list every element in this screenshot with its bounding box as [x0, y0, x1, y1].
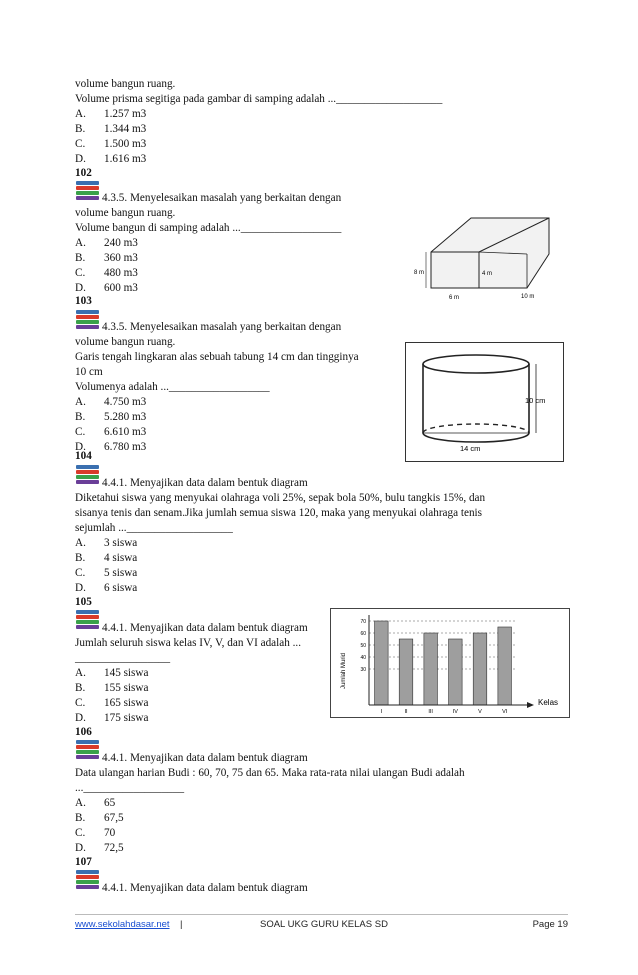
- chart-bar-I: [375, 621, 389, 705]
- q107-topic: 4.4.1. Menyajikan data dalam bentuk diagram: [102, 882, 308, 894]
- chart-xticks: [381, 709, 508, 715]
- chart-xtick-label: III: [428, 709, 433, 715]
- q103-text-line4: 10 cm: [75, 366, 103, 378]
- chart-grid: [369, 621, 517, 669]
- chart-ytick-label: 30: [360, 667, 366, 673]
- chart-ytick-label: 50: [360, 643, 366, 649]
- q104-number: 104: [75, 450, 92, 462]
- chart-x-arrow: [527, 702, 534, 708]
- q103-topic: 4.3.5. Menyelesaikan masalah yang berkaitan dengan: [102, 321, 342, 333]
- prism-label-w: 6 m: [449, 295, 460, 301]
- prism-label-h2: 4 m: [482, 271, 493, 277]
- book-icon: [76, 870, 99, 890]
- chart-xtick-label: II: [404, 709, 408, 715]
- q103-text-line2: volume bangun ruang.: [75, 336, 176, 348]
- q102-number: 102: [75, 167, 92, 179]
- q106-text-line2: Data ulangan harian Budi : 60, 70, 75 dan 65. Maka rata-rata nilai ulangan Budi adalah: [75, 767, 465, 779]
- footer-link[interactable]: www.sekolahdasar.net: [75, 919, 170, 930]
- q105-topic: 4.4.1. Menyajikan data dalam bentuk diagram: [102, 622, 308, 634]
- chart-bar-V: [473, 633, 487, 705]
- chart-bar-II: [399, 639, 413, 705]
- q105-number: 105: [75, 596, 92, 608]
- cylinder-label-diameter: 14 cm: [460, 444, 481, 453]
- chart-bars: [375, 621, 512, 705]
- chart-xlabel: Kelas: [538, 698, 559, 707]
- q102-text-line3: Volume bangun di samping adalah ...__________________: [75, 222, 342, 234]
- cylinder-label-height: 10 cm: [525, 396, 546, 405]
- footer-page-number: Page 19: [532, 919, 568, 930]
- q104-text-line4: sejumlah ...___________________: [75, 522, 233, 534]
- q106-number: 106: [75, 726, 92, 738]
- q103-number: 103: [75, 295, 92, 307]
- book-icon: [76, 310, 99, 330]
- chart-ytick-label: 60: [360, 631, 366, 637]
- chart-ytick-label: 70: [360, 619, 366, 625]
- q105-text-line2: Jumlah seluruh siswa kelas IV, V, dan VI adalah ...: [75, 637, 301, 649]
- q103-text-line5: Volumenya adalah ...__________________: [75, 381, 270, 393]
- chart-xtick-label: I: [380, 709, 383, 715]
- q106-text-line3: ...__________________: [75, 782, 185, 794]
- page-footer: [75, 914, 568, 930]
- prism-figure: [409, 208, 559, 304]
- chart-xtick-label: V: [478, 709, 482, 715]
- q104-text-line2: Diketahui siswa yang menyukai olahraga voli 25%, sepak bola 50%, bulu tangkis 15%, dan: [75, 492, 486, 504]
- q102-topic: 4.3.5. Menyelesaikan masalah yang berkaitan dengan: [102, 192, 342, 204]
- q106-topic: 4.4.1. Menyajikan data dalam bentuk diagram: [102, 752, 308, 764]
- q104-topic: 4.4.1. Menyajikan data dalam bentuk diagram: [102, 477, 308, 489]
- chart-ylabel: Jumlah Murid: [341, 652, 347, 690]
- chart-xtick-label: VI: [502, 709, 508, 715]
- q105-text-line3: _________________: [75, 652, 171, 664]
- q107-number: 107: [75, 856, 92, 868]
- footer-title: SOAL UKG GURU KELAS SD: [260, 919, 388, 930]
- prism-label-d: 10 m: [521, 294, 535, 300]
- chart-bar-III: [424, 633, 438, 705]
- q101-text-line1: volume bangun ruang.: [75, 78, 176, 90]
- prism-label-h1: 8 m: [414, 270, 425, 276]
- chart-ytick-label: 40: [360, 655, 366, 661]
- q103-text-line3: Garis tengah lingkaran alas sebuah tabung 14 cm dan tingginya: [75, 351, 359, 363]
- bar-chart: [330, 608, 570, 718]
- q104-text-line3: sisanya tenis dan senam.Jika jumlah semua siswa 120, maka yang menyukai olahraga tenis: [75, 507, 482, 519]
- book-icon: [76, 181, 99, 201]
- cylinder-figure: [405, 342, 564, 462]
- chart-bar-IV: [449, 639, 463, 705]
- book-icon: [76, 465, 99, 485]
- chart-bar-VI: [498, 627, 512, 705]
- q101-text-line2: Volume prisma segitiga pada gambar di samping adalah ...___________________: [75, 93, 443, 105]
- q102-text-line2: volume bangun ruang.: [75, 207, 176, 219]
- footer-separator: |: [180, 919, 183, 930]
- chart-xtick-label: IV: [452, 709, 458, 715]
- book-icon: [76, 610, 99, 630]
- chart-yticks: [360, 619, 366, 673]
- book-icon: [76, 740, 99, 760]
